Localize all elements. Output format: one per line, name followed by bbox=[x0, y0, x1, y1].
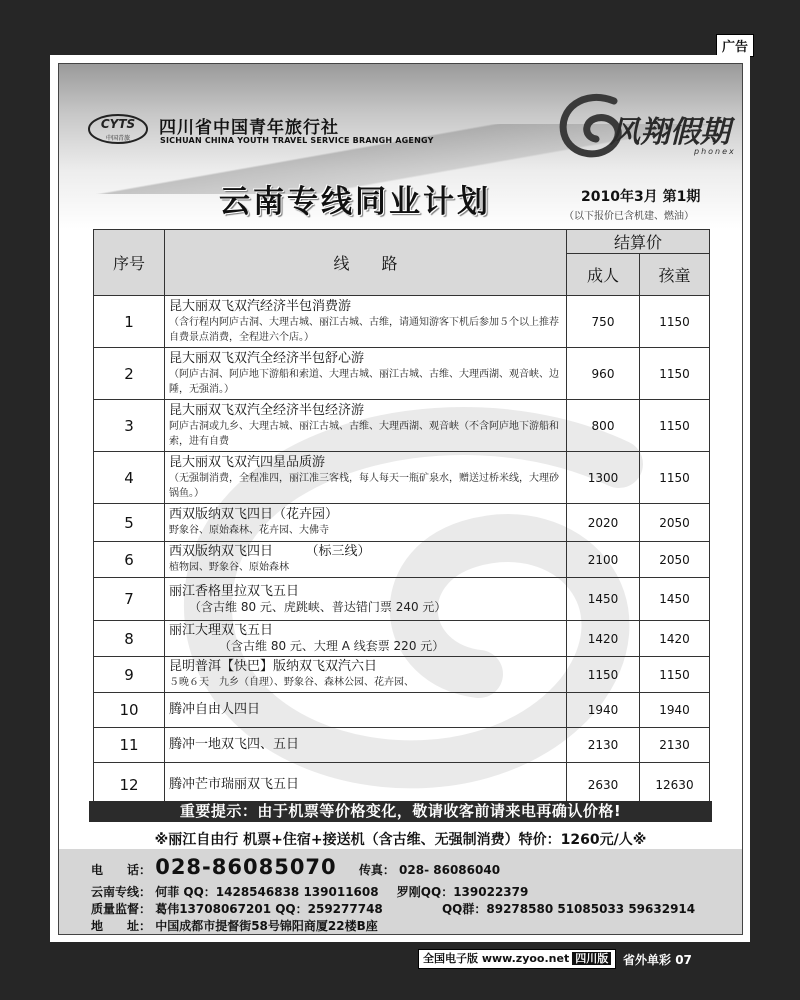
route-detail: （无强制消费，全程准四，丽江准三客栈，每人每天一瓶矿泉水，赠送过桥米线，大理砂锅鱼。） bbox=[169, 472, 559, 499]
child-price: 1150 bbox=[640, 400, 710, 452]
table-row bbox=[94, 728, 710, 763]
yunnan-contact: 何菲 QQ：1428546838 139011608 bbox=[155, 885, 379, 899]
row-number: 2 bbox=[94, 348, 165, 400]
adult-price: 2020 bbox=[567, 504, 640, 542]
adult-price: 1450 bbox=[567, 578, 640, 621]
header-route: 线 路 bbox=[165, 230, 567, 296]
brand-name-en: phonex bbox=[694, 147, 736, 156]
header-price: 结算价 bbox=[567, 230, 710, 254]
route-detail: 阿庐古洞或九乡、大理古城、丽江古城、古维、大理西湖、观音峡（不含阿庐地下游船和索，进有自费 bbox=[169, 420, 559, 447]
route-detail: ５晚６天 九乡（自理）、野象谷、森林公园、花卉园、 bbox=[169, 677, 414, 688]
issue-label: 2010年3月 第1期 bbox=[581, 189, 701, 205]
adult-price: 2100 bbox=[567, 542, 640, 578]
page-label bbox=[623, 951, 692, 968]
child-price: 2130 bbox=[640, 728, 710, 763]
edition-badge: 四川版 bbox=[572, 952, 611, 965]
table-row bbox=[94, 693, 710, 728]
route-detail: 植物园、野象谷、原始森林 bbox=[169, 562, 289, 573]
row-number: 10 bbox=[94, 693, 165, 728]
route-name: 腾冲一地双飞四、五日 bbox=[169, 737, 300, 752]
adult-price: 960 bbox=[567, 348, 640, 400]
row-number: 6 bbox=[94, 542, 165, 578]
table-row bbox=[94, 452, 710, 504]
row-number: 3 bbox=[94, 400, 165, 452]
route-cell bbox=[165, 400, 567, 452]
important-notice: 重要提示：由于机票等价格变化，敬请收客前请来电再确认价格! bbox=[89, 801, 712, 822]
route-detail: （含古维 80 元、虎跳峡、普达错门票 240 元） bbox=[189, 599, 447, 614]
row-number: 1 bbox=[94, 296, 165, 348]
route-name: 西双版纳双飞四日（花卉园） bbox=[169, 507, 339, 522]
table-row bbox=[94, 657, 710, 693]
route-cell bbox=[165, 542, 567, 578]
child-price: 1420 bbox=[640, 621, 710, 657]
table-row bbox=[94, 296, 710, 348]
route-cell bbox=[165, 296, 567, 348]
fax-number: 028- 86086040 bbox=[399, 863, 501, 877]
header-banner bbox=[59, 64, 742, 229]
route-name: 昆明普洱【快巴】版纳双飞双汽六日 bbox=[169, 659, 378, 674]
row-number: 4 bbox=[94, 452, 165, 504]
flyer-sheet bbox=[50, 55, 750, 942]
table-row bbox=[94, 542, 710, 578]
quality-label: 质量监督： bbox=[91, 902, 152, 916]
child-price: 1150 bbox=[640, 296, 710, 348]
luogang-contact: 罗刚QQ：139022379 bbox=[396, 885, 529, 899]
route-cell bbox=[165, 452, 567, 504]
route-cell bbox=[165, 728, 567, 763]
page-number: 07 bbox=[675, 953, 692, 967]
row-number: 8 bbox=[94, 621, 165, 657]
yunnan-label: 云南专线： bbox=[91, 885, 152, 899]
phone-number: 028-86085070 bbox=[155, 855, 337, 879]
edition-text: 全国电子版 www.zyoo.net bbox=[423, 952, 570, 965]
adult-price: 2130 bbox=[567, 728, 640, 763]
table-row bbox=[94, 578, 710, 621]
route-detail: （含古维 80 元、大理 A 线套票 220 元） bbox=[219, 639, 445, 653]
route-name: 昆大丽双飞双汽经济半包消费游 bbox=[169, 298, 352, 314]
table-row bbox=[94, 348, 710, 400]
adult-price: 2630 bbox=[567, 763, 640, 807]
address-label: 地 址： bbox=[91, 919, 152, 933]
child-price: 1150 bbox=[640, 657, 710, 693]
special-offer: ※丽江自由行 机票+住宿+接送机（含古维、无强制消费）特价：1260元/人※ bbox=[154, 832, 647, 848]
route-cell bbox=[165, 657, 567, 693]
table-row bbox=[94, 400, 710, 452]
brand-name: 风翔假期 bbox=[610, 115, 730, 150]
quality-contact: 葛伟13708067201 QQ：259277748 bbox=[155, 902, 383, 916]
child-price: 1150 bbox=[640, 348, 710, 400]
qq-group: QQ群：89278580 51085033 59632914 bbox=[441, 902, 696, 916]
row-number: 9 bbox=[94, 657, 165, 693]
route-cell bbox=[165, 621, 567, 657]
child-price: 2050 bbox=[640, 542, 710, 578]
route-detail: （阿庐古洞、阿庐地下游船和索道、大理古城、丽江古城、古维、大理西湖、观音峡、边陲，无强消。） bbox=[169, 368, 559, 395]
row-number: 11 bbox=[94, 728, 165, 763]
route-detail: 野象谷、原始森林、花卉园、大佛寺 bbox=[169, 525, 329, 536]
agency-logo bbox=[87, 111, 149, 147]
child-price: 12630 bbox=[640, 763, 710, 807]
row-number: 5 bbox=[94, 504, 165, 542]
route-name: 昆大丽双飞双汽全经济半包舒心游 bbox=[169, 350, 365, 366]
route-name: 昆大丽双飞双汽全经济半包经济游 bbox=[169, 402, 365, 418]
table-row bbox=[94, 621, 710, 657]
route-cell bbox=[165, 348, 567, 400]
adult-price: 1300 bbox=[567, 452, 640, 504]
route-name: 腾冲自由人四日 bbox=[169, 702, 261, 717]
section-name: 省外单彩 bbox=[623, 953, 672, 967]
route-detail: （含行程内阿庐古洞、大理古城、丽江古城、古维，请通知游客下机后参加５个以上推荐自费景点消费，全程进六个店。） bbox=[169, 316, 559, 343]
contact-block bbox=[59, 849, 742, 934]
header-no: 序号 bbox=[94, 230, 165, 296]
svg-text:CYTS: CYTS bbox=[100, 117, 136, 131]
address: 中国成都市提督街58号锦阳商厦22楼B座 bbox=[155, 919, 378, 933]
child-price: 2050 bbox=[640, 504, 710, 542]
header-adult: 成人 bbox=[567, 254, 640, 296]
adult-price: 1940 bbox=[567, 693, 640, 728]
table-row bbox=[94, 504, 710, 542]
fax-label: 传真： bbox=[358, 863, 395, 877]
route-name: 腾冲芒市瑞丽双飞五日 bbox=[169, 776, 300, 792]
agency-name: 四川省中国青年旅行社 bbox=[159, 118, 339, 138]
flyer-inner bbox=[58, 63, 743, 935]
route-cell bbox=[165, 578, 567, 621]
row-number: 12 bbox=[94, 763, 165, 807]
ad-tag: 广告 bbox=[716, 34, 754, 57]
header-child: 孩童 bbox=[640, 254, 710, 296]
child-price: 1450 bbox=[640, 578, 710, 621]
route-cell bbox=[165, 763, 567, 807]
child-price: 1940 bbox=[640, 693, 710, 728]
route-cell bbox=[165, 693, 567, 728]
logo-text: 中国青旅 bbox=[105, 135, 131, 142]
brand-logo bbox=[554, 89, 743, 164]
page-title: 云南专线同业计划 bbox=[219, 184, 491, 220]
child-price: 1150 bbox=[640, 452, 710, 504]
route-cell bbox=[165, 504, 567, 542]
route-name: 昆大丽双飞双汽四星品质游 bbox=[169, 454, 326, 470]
adult-price: 1150 bbox=[567, 657, 640, 693]
agency-name-en: SICHUAN CHINA YOUTH TRAVEL SERVICE BRANGH AGENGY bbox=[160, 136, 434, 145]
route-name: 西双版纳双飞四日 （标三线） bbox=[169, 544, 371, 559]
footer-edition bbox=[418, 949, 616, 969]
phone-label: 电 话： bbox=[91, 863, 152, 877]
price-note: （以下报价已含机建、燃油） bbox=[564, 211, 694, 222]
table-row bbox=[94, 763, 710, 807]
adult-price: 1420 bbox=[567, 621, 640, 657]
route-name: 丽江大理双飞五日 bbox=[169, 623, 274, 638]
adult-price: 750 bbox=[567, 296, 640, 348]
route-name: 丽江香格里拉双飞五日 bbox=[169, 583, 300, 599]
adult-price: 800 bbox=[567, 400, 640, 452]
price-table bbox=[93, 229, 710, 807]
row-number: 7 bbox=[94, 578, 165, 621]
